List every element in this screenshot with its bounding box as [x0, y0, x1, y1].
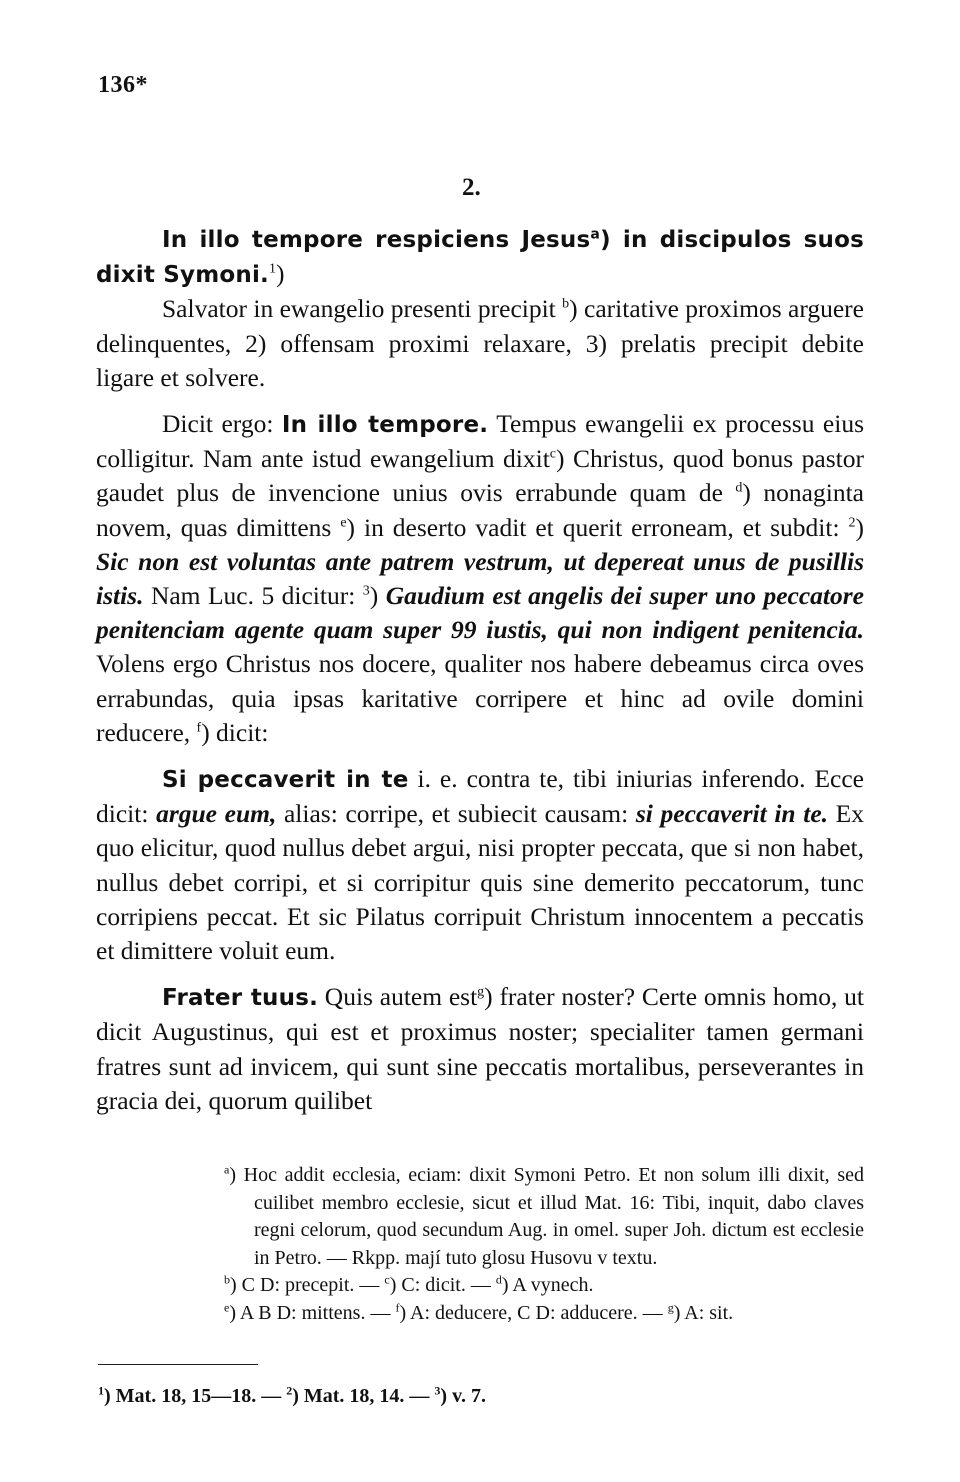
- footnote-divider: [98, 1364, 258, 1365]
- footnote-mark: d: [735, 480, 743, 496]
- critical-apparatus: [224, 1162, 864, 1327]
- lemma-in-illo-tempore: In illo tempore.: [281, 412, 489, 439]
- footnote-mark: a: [590, 226, 601, 243]
- footnote-mark: e: [340, 515, 347, 531]
- lemma-frater-tuus: Frater tuus.: [162, 985, 319, 1012]
- quotation: si peccaverit in te.: [635, 799, 829, 829]
- footnotes-b-c-d: $^b$) C D: precepit. — $^c$) C: dicit. — $^d$) A vynech.: [224, 1272, 594, 1296]
- paragraph-si-peccaverit: Si peccaverit in te i. e. contra te, tibi iniurias inferendo. Ecce dicit: argue eum, alias: corripe, et subiecit causam: si peccaverit in te. Ex quo elicitur, quod nullus debet argui, nisi propter peccata, que si non habet, nullus debet corripi, et si corripitur quis sine demerito peccatorum, tunc corripiens peccat. Et sic Pilatus corripuit Christum innocentem a peccatis et dimittere voluit eum.: [96, 764, 864, 966]
- quotation: argue eum,: [156, 799, 277, 829]
- source-mark: 1: [269, 261, 276, 277]
- footnote-mark: b: [562, 296, 570, 312]
- section-number: 2.: [462, 174, 481, 201]
- source-references: $^1$) Mat. 18, 15—18. — $^2$) Mat. 18, 14. — $^3$) v. 7.: [98, 1383, 486, 1407]
- quotation: Sic non est voluntas ante patrem vestrum, ut depereat unus de pusillis istis.: [96, 546, 864, 611]
- source-mark: 2: [848, 515, 856, 531]
- paragraph-frater-tuus: Frater tuus. Quis autem est$^g$) frater noster? Certe omnis homo, ut dicit Augustinus, qui est et proximus noster; specialiter tamen germani fratres sunt ad invicem, qui sunt sine peccatis mortalibus, perseverantes in gracia dei, quorum quilibet: [96, 982, 865, 1115]
- lemma-si-peccaverit: Si peccaverit in te: [162, 767, 409, 794]
- main-text: [96, 222, 864, 1118]
- paragraph-salvator: Salvator in ewangelio presenti precipit $^b$) caritative proximos arguere delinquentes, 2) offensam proximi relaxare, 3) prelatis precipit debite ligare et solvere.: [96, 294, 864, 392]
- footnotes-e-f-g: $^e$) A B D: mittens. — $^f$) A: deducere, C D: adducere. — $^g$) A: sit.: [224, 1299, 734, 1324]
- source-mark: 3: [362, 583, 370, 599]
- footnote-mark: a: [224, 1162, 230, 1177]
- footnote-a: $^a$) Hoc addit ecclesia, eciam: dixit Symoni Petro. Et non solum illi dixit, sed cuilibet membro ecclesie, sicut et illud Mat. 16: Tibi, inquit, dabo claves regni celorum, quod secundum Aug. in omel. super Joh. dictum est ecclesie in Petro. — Rkpp. mají tuto glosu Husovu v textu.: [224, 1162, 864, 1269]
- footnote-mark: c: [549, 446, 557, 462]
- opening-lemma: In illo tempore respiciens Jesus$^a$) in discipulos suos dixit Symoni.: [96, 226, 864, 289]
- footnote-mark: g: [477, 984, 485, 1000]
- paragraph-dicit-ergo: Dicit ergo: In illo tempore. Tempus ewangelii ex processu eius colligitur. Nam ante istud ewangelium dixit$^c$) Christus, quod bonus pastor gaudet plus de invencione unius ovis errabunde quam de $^d$) nonaginta novem, quas dimittens $^e$) in deserto vadit et querit erroneam, et subdit: $^2$) Sic non est voluntas ante patrem vestrum, ut depereat unus de pusillis istis. Nam Luc. 5 dicitur: $^3$) Gaudium est angelis dei super uno peccatore penitenciam agente quam super 99 iustis, qui non indigent penitencia. Volens ergo Christus nos docere, qualiter nos habere debeamus circa oves errabundas, quia ipsas karitative corripere et hinc ad ovile domini reducere, $^f$) dicit:: [96, 409, 865, 747]
- quotation: Gaudium est angelis dei super uno peccatore penitenciam agente quam super 99 iustis, qui non indigent penitencia.: [96, 581, 864, 645]
- page-number: 136*: [98, 72, 148, 98]
- footnote-mark: f: [196, 720, 202, 736]
- paragraph-opening: In illo tempore respiciens Jesus$^a$) in discipulos suos dixit Symoni.$^1$): [96, 226, 864, 289]
